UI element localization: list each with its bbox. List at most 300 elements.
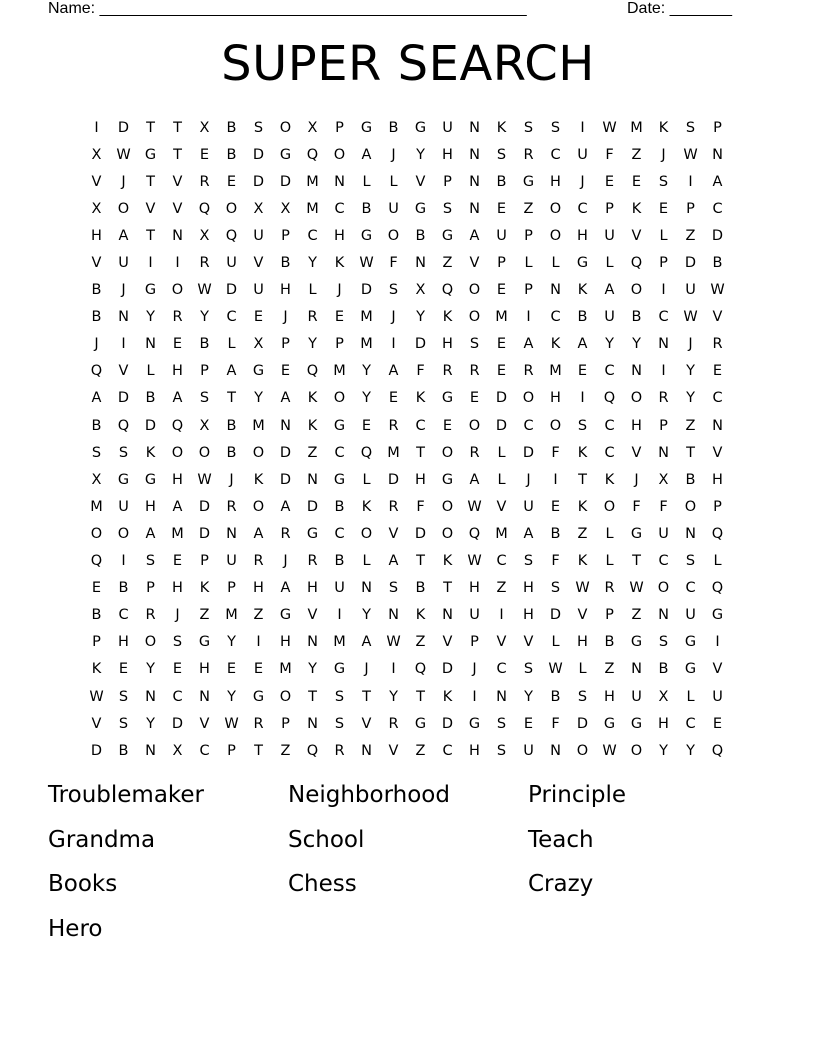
grid-letter: G <box>468 715 481 732</box>
grid-letter: G <box>144 146 157 163</box>
grid-letter: Y <box>686 390 695 407</box>
grid-letter: A <box>172 498 183 515</box>
grid-letter: P <box>335 336 344 353</box>
grid-letter: Z <box>577 525 588 542</box>
grid-letter: A <box>361 634 372 651</box>
grid-letter: B <box>280 255 291 272</box>
grid-letter: S <box>199 390 210 407</box>
grid-letter: P <box>713 498 722 515</box>
grid-letter: L <box>497 471 506 488</box>
grid-letter: U <box>577 146 588 163</box>
grid-letter: J <box>283 553 288 570</box>
grid-letter: X <box>253 336 264 353</box>
grid-letter: A <box>523 525 534 542</box>
grid-letter: B <box>334 498 345 515</box>
grid-letter: C <box>334 200 345 217</box>
grid-letter: O <box>441 444 454 461</box>
grid-letter: U <box>388 200 399 217</box>
grid-letter: H <box>631 417 642 434</box>
grid-letter: Z <box>631 607 642 624</box>
grid-letter: M <box>495 309 508 326</box>
grid-letter: H <box>442 146 453 163</box>
grid-letter: A <box>361 146 372 163</box>
grid-letter: H <box>523 580 534 597</box>
grid-letter: U <box>253 282 264 299</box>
grid-letter: M <box>495 525 508 542</box>
grid-letter: I <box>175 255 180 272</box>
grid-letter: T <box>416 688 425 705</box>
grid-letter: J <box>364 661 369 678</box>
grid-letter: G <box>333 417 346 434</box>
grid-letter: G <box>603 715 616 732</box>
grid-letter: S <box>496 742 507 759</box>
grid-letter: H <box>469 742 480 759</box>
grid-letter: S <box>496 715 507 732</box>
grid-letter: I <box>580 390 585 407</box>
grid-letter: E <box>388 390 399 407</box>
grid-letter: O <box>630 742 643 759</box>
word-bank-item: Teach <box>528 826 594 853</box>
grid-letter: J <box>337 282 342 299</box>
grid-letter: D <box>279 471 292 488</box>
grid-letter: H <box>172 471 183 488</box>
grid-letter: K <box>550 336 561 353</box>
grid-letter: E <box>523 715 534 732</box>
grid-letter: Y <box>200 309 209 326</box>
grid-letter: S <box>334 715 345 732</box>
grid-letter: Q <box>90 363 103 380</box>
grid-letter: E <box>172 336 183 353</box>
grid-letter: W <box>683 146 698 163</box>
grid-letter: X <box>91 471 102 488</box>
grid-letter: P <box>281 227 290 244</box>
grid-letter: W <box>683 309 698 326</box>
grid-letter: P <box>92 634 101 651</box>
grid-letter: U <box>226 255 237 272</box>
grid-letter: L <box>605 525 614 542</box>
grid-letter: D <box>198 498 211 515</box>
grid-letter: T <box>173 146 182 163</box>
grid-letter: Q <box>90 553 103 570</box>
grid-letter: X <box>199 119 210 136</box>
grid-letter: M <box>360 336 373 353</box>
grid-letter: Y <box>308 336 317 353</box>
grid-letter: M <box>306 173 319 190</box>
grid-letter: V <box>577 607 588 624</box>
grid-letter: U <box>118 255 129 272</box>
grid-letter: G <box>684 634 697 651</box>
grid-letter: L <box>227 336 236 353</box>
grid-letter: E <box>118 661 129 678</box>
grid-letter: I <box>391 336 396 353</box>
grid-letter: W <box>89 688 104 705</box>
grid-letter: A <box>280 390 291 407</box>
grid-letter: W <box>575 580 590 597</box>
grid-letter: C <box>712 390 723 407</box>
grid-letter: O <box>333 390 346 407</box>
grid-letter: H <box>118 634 129 651</box>
grid-letter: K <box>307 417 318 434</box>
grid-letter: G <box>576 255 589 272</box>
grid-letter: C <box>685 715 696 732</box>
grid-letter: R <box>280 525 291 542</box>
grid-letter: F <box>416 363 425 380</box>
grid-letter: R <box>334 742 345 759</box>
grid-letter: A <box>172 390 183 407</box>
grid-letter: M <box>306 200 319 217</box>
grid-letter: I <box>148 255 153 272</box>
grid-letter: F <box>632 498 641 515</box>
grid-letter: S <box>658 634 669 651</box>
word-bank-item: Books <box>48 871 118 897</box>
grid-letter: V <box>523 634 534 651</box>
grid-letter: N <box>631 363 642 380</box>
grid-letter: W <box>629 580 644 597</box>
grid-letter: B <box>631 309 642 326</box>
grid-letter: K <box>658 119 669 136</box>
grid-letter: Z <box>415 742 426 759</box>
grid-letter: M <box>279 661 292 678</box>
grid-letter: L <box>713 553 722 570</box>
grid-letter: M <box>387 444 400 461</box>
grid-letter: N <box>550 282 561 299</box>
grid-letter: D <box>279 444 292 461</box>
grid-letter: O <box>657 580 670 597</box>
grid-letter: U <box>496 227 507 244</box>
grid-letter: Q <box>414 661 427 678</box>
grid-letter: D <box>117 390 130 407</box>
grid-letter: N <box>145 742 156 759</box>
grid-letter: V <box>469 255 480 272</box>
grid-letter: S <box>145 553 156 570</box>
grid-letter: M <box>90 498 103 515</box>
grid-letter: U <box>631 688 642 705</box>
grid-letter: C <box>118 607 129 624</box>
grid-letter: L <box>578 661 587 678</box>
grid-letter: J <box>121 173 126 190</box>
grid-letter: L <box>362 471 371 488</box>
grid-letter: K <box>604 471 615 488</box>
grid-letter: Y <box>362 607 371 624</box>
grid-letter: T <box>632 553 641 570</box>
grid-letter: U <box>523 498 534 515</box>
grid-letter: X <box>280 200 291 217</box>
grid-letter: H <box>334 227 345 244</box>
grid-letter: Y <box>686 363 695 380</box>
grid-letter: I <box>499 607 504 624</box>
grid-letter: N <box>712 417 723 434</box>
grid-letter: O <box>468 309 481 326</box>
grid-letter: K <box>361 498 372 515</box>
grid-letter: O <box>684 498 697 515</box>
grid-letter: O <box>549 227 562 244</box>
grid-letter: Z <box>199 607 210 624</box>
grid-letter: P <box>227 742 236 759</box>
grid-letter: R <box>307 553 318 570</box>
grid-letter: C <box>685 580 696 597</box>
grid-letter: E <box>469 390 480 407</box>
grid-letter: H <box>550 173 561 190</box>
grid-letter: G <box>630 634 643 651</box>
grid-letter: G <box>144 471 157 488</box>
grid-letter: A <box>226 363 237 380</box>
grid-letter: V <box>388 525 399 542</box>
grid-letter: W <box>224 715 239 732</box>
grid-letter: V <box>631 227 642 244</box>
grid-letter: O <box>279 119 292 136</box>
grid-letter: V <box>415 173 426 190</box>
grid-letter: G <box>117 471 130 488</box>
grid-letter: J <box>688 336 693 353</box>
grid-letter: V <box>253 255 264 272</box>
grid-letter: U <box>334 580 345 597</box>
grid-letter: Q <box>225 227 238 244</box>
grid-letter: S <box>388 580 399 597</box>
grid-letter: G <box>360 119 373 136</box>
grid-letter: U <box>604 309 615 326</box>
grid-letter: A <box>577 336 588 353</box>
grid-letter: F <box>605 146 614 163</box>
grid-letter: G <box>441 471 454 488</box>
grid-letter: P <box>659 255 668 272</box>
grid-letter: Q <box>630 255 643 272</box>
grid-letter: Y <box>605 336 614 353</box>
grid-letter: T <box>146 119 155 136</box>
grid-letter: W <box>548 661 563 678</box>
grid-letter: C <box>550 309 561 326</box>
grid-letter: R <box>442 363 453 380</box>
grid-letter: V <box>631 444 642 461</box>
grid-letter: B <box>388 119 399 136</box>
grid-letter: C <box>550 146 561 163</box>
grid-letter: A <box>253 525 264 542</box>
grid-letter: U <box>658 525 669 542</box>
grid-letter: G <box>630 715 643 732</box>
grid-letter: F <box>551 553 560 570</box>
grid-letter: E <box>712 715 723 732</box>
grid-letter: T <box>443 580 452 597</box>
grid-letter: S <box>550 580 561 597</box>
grid-letter: V <box>172 173 183 190</box>
grid-letter: O <box>144 634 157 651</box>
grid-letter: U <box>469 607 480 624</box>
grid-letter: S <box>118 715 129 732</box>
grid-letter: N <box>199 688 210 705</box>
grid-letter: K <box>415 607 426 624</box>
word-bank-item: Neighborhood <box>288 782 450 808</box>
grid-letter: R <box>172 309 183 326</box>
grid-letter: T <box>578 471 587 488</box>
grid-letter: L <box>605 553 614 570</box>
grid-letter: V <box>496 498 507 515</box>
grid-letter: U <box>442 119 453 136</box>
grid-letter: O <box>603 498 616 515</box>
grid-letter: P <box>281 336 290 353</box>
grid-letter: L <box>659 227 668 244</box>
grid-letter: N <box>496 688 507 705</box>
grid-letter: E <box>658 200 669 217</box>
grid-letter: K <box>442 553 453 570</box>
grid-letter: C <box>496 553 507 570</box>
grid-letter: N <box>469 119 480 136</box>
grid-letter: Q <box>117 417 130 434</box>
grid-letter: Y <box>146 661 155 678</box>
grid-letter: Y <box>146 715 155 732</box>
grid-letter: D <box>684 255 697 272</box>
grid-letter: B <box>415 227 426 244</box>
grid-letter: B <box>658 661 669 678</box>
grid-letter: T <box>362 688 371 705</box>
grid-letter: J <box>580 173 585 190</box>
grid-letter: S <box>172 634 183 651</box>
grid-letter: C <box>334 444 345 461</box>
grid-letter: B <box>496 173 507 190</box>
grid-letter: E <box>496 363 507 380</box>
grid-letter: G <box>711 607 724 624</box>
grid-letter: C <box>577 200 588 217</box>
grid-letter: K <box>442 309 453 326</box>
grid-letter: K <box>307 390 318 407</box>
grid-letter: V <box>712 444 723 461</box>
date-field-label: Date: _______ <box>627 0 732 17</box>
grid-letter: J <box>391 309 396 326</box>
grid-letter: O <box>252 498 265 515</box>
grid-letter: Q <box>306 742 319 759</box>
grid-letter: K <box>415 390 426 407</box>
grid-letter: C <box>334 525 345 542</box>
grid-letter: H <box>442 336 453 353</box>
grid-letter: O <box>468 417 481 434</box>
grid-letter: W <box>467 498 482 515</box>
grid-letter: J <box>661 146 666 163</box>
grid-letter: O <box>279 688 292 705</box>
grid-letter: D <box>495 390 508 407</box>
grid-letter: R <box>469 363 480 380</box>
grid-letter: I <box>553 471 558 488</box>
grid-letter: R <box>388 715 399 732</box>
grid-letter: G <box>279 607 292 624</box>
grid-letter: L <box>362 173 371 190</box>
grid-letter: C <box>442 742 453 759</box>
grid-letter: D <box>549 607 562 624</box>
grid-letter: N <box>685 525 696 542</box>
grid-letter: H <box>280 282 291 299</box>
grid-letter: B <box>577 309 588 326</box>
grid-letter: U <box>712 688 723 705</box>
grid-letter: Y <box>416 146 425 163</box>
grid-letter: O <box>441 525 454 542</box>
grid-letter: D <box>90 742 103 759</box>
grid-letter: D <box>387 471 400 488</box>
grid-letter: L <box>389 173 398 190</box>
grid-letter: P <box>605 200 614 217</box>
grid-letter: S <box>253 119 264 136</box>
grid-letter: L <box>497 444 506 461</box>
grid-letter: S <box>442 200 453 217</box>
grid-letter: Z <box>280 742 291 759</box>
grid-letter: O <box>522 390 535 407</box>
grid-letter: R <box>307 309 318 326</box>
grid-letter: N <box>307 634 318 651</box>
grid-letter: G <box>360 227 373 244</box>
grid-letter: R <box>253 715 264 732</box>
grid-letter: I <box>337 607 342 624</box>
grid-letter: N <box>415 255 426 272</box>
grid-letter: O <box>630 282 643 299</box>
grid-letter: V <box>361 715 372 732</box>
grid-letter: G <box>414 715 427 732</box>
grid-letter: Y <box>362 363 371 380</box>
grid-letter: O <box>171 444 184 461</box>
grid-letter: S <box>469 336 480 353</box>
name-field-label: Name: ________________________________________________ <box>48 0 527 17</box>
grid-letter: O <box>333 146 346 163</box>
grid-letter: O <box>225 200 238 217</box>
grid-letter: Q <box>306 146 319 163</box>
grid-letter: G <box>441 390 454 407</box>
grid-letter: H <box>577 227 588 244</box>
grid-letter: P <box>524 282 533 299</box>
grid-letter: M <box>549 363 562 380</box>
grid-letter: G <box>198 634 211 651</box>
grid-letter: N <box>469 200 480 217</box>
grid-letter: G <box>252 688 265 705</box>
grid-letter: B <box>226 444 237 461</box>
grid-letter: L <box>605 255 614 272</box>
grid-letter: T <box>254 742 263 759</box>
grid-letter: K <box>91 661 102 678</box>
grid-letter: R <box>523 146 534 163</box>
grid-letter: B <box>145 390 156 407</box>
grid-letter: V <box>388 742 399 759</box>
grid-letter: I <box>661 363 666 380</box>
grid-letter: X <box>199 227 210 244</box>
grid-letter: E <box>361 417 372 434</box>
grid-letter: V <box>442 634 453 651</box>
grid-letter: A <box>118 227 129 244</box>
grid-letter: E <box>226 661 237 678</box>
grid-letter: H <box>145 498 156 515</box>
grid-letter: Q <box>711 525 724 542</box>
grid-letter: B <box>712 255 723 272</box>
grid-letter: T <box>227 390 236 407</box>
grid-letter: J <box>526 471 531 488</box>
grid-letter: X <box>658 688 669 705</box>
grid-letter: D <box>360 282 373 299</box>
grid-letter: K <box>577 282 588 299</box>
grid-letter: D <box>225 282 238 299</box>
grid-letter: A <box>280 498 291 515</box>
grid-letter: R <box>226 498 237 515</box>
grid-letter: W <box>602 119 617 136</box>
grid-letter: F <box>551 444 560 461</box>
word-bank-item: School <box>288 826 365 853</box>
grid-letter: S <box>685 553 696 570</box>
grid-letter: K <box>577 553 588 570</box>
grid-letter: S <box>685 119 696 136</box>
grid-letter: D <box>495 417 508 434</box>
grid-letter: Z <box>442 255 453 272</box>
grid-letter: P <box>713 119 722 136</box>
grid-letter: P <box>146 580 155 597</box>
grid-letter: X <box>253 200 264 217</box>
grid-letter: D <box>414 336 427 353</box>
grid-letter: U <box>685 607 696 624</box>
grid-letter: G <box>252 363 265 380</box>
grid-letter: D <box>441 661 454 678</box>
grid-letter: W <box>197 471 212 488</box>
grid-letter: R <box>145 607 156 624</box>
